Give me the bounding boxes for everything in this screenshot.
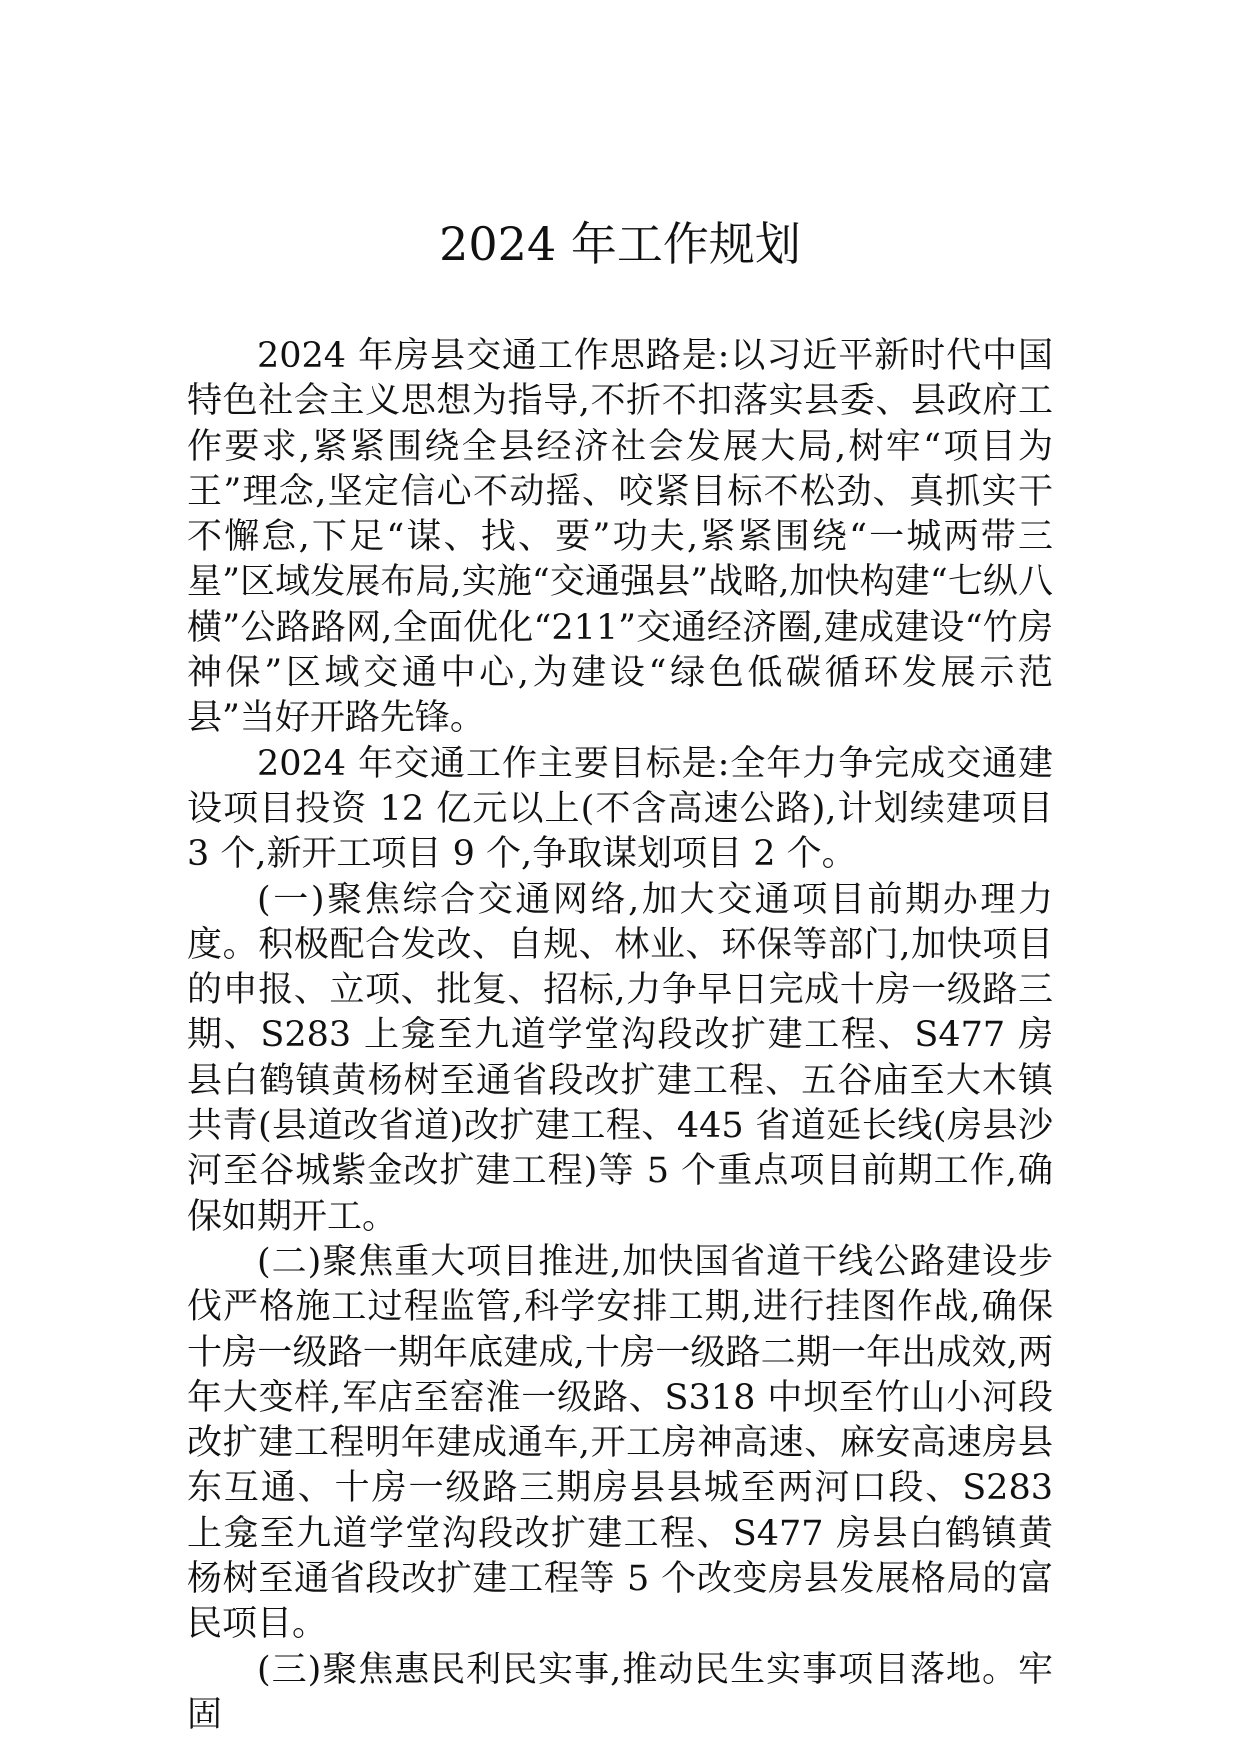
paragraph-work-approach: 2024 年房县交通工作思路是:以习近平新时代中国特色社会主义思想为指导,不折不扣落实县委、县政府工作要求,紧紧围绕全县经济社会发展大局,树牢“项目为王”理念,坚定信心不动摇、咬紧目标不松劲、真抓实干不懈怠,下足“谋、找、要”功夫,紧紧围绕“一城两带三星”区域发展布局,实施“交通强县”战略,加快构建“七纵八横”公路路网,全面优化“211”交通经济圈,建成建设“竹房神保”区域交通中心,为建设“绿色低碳循环发展示范县”当好开路先锋。 [187, 336, 1053, 739]
paragraph-main-goals: 2024 年交通工作主要目标是:全年力争完成交通建设项目投资 12 亿元以上(不含高速公路),计划续建项目 3 个,新开工项目 9 个,争取谋划项目 2 个。 [187, 743, 1053, 875]
document-body [187, 334, 1053, 1738]
paragraph-section-3: (三)聚焦惠民利民实事,推动民生实事项目落地。牢固 [187, 1649, 1053, 1735]
paragraph-section-2: (二)聚焦重大项目推进,加快国省道干线公路建设步伐严格施工过程监管,科学安排工期,进行挂图作战,确保十房一级路一期年底建成,十房一级路二期一年出成效,两年大变样,军店至窑淮一级路、S318 中坝至竹山小河段改扩建工程明年建成通车,开工房神高速、麻安高速房县东互通、十房一级路三期房县县城至两河口段、S283 上龛至九道学堂沟段改扩建工程、S477 房县白鹤镇黄杨树至通省段改扩建工程等 5 个改变房县发展格局的富民项目。 [187, 1241, 1053, 1645]
document-title: 2024 年工作规划 [439, 217, 801, 271]
paragraph-section-1: (一)聚焦综合交通网络,加大交通项目前期办理力度。积极配合发改、自规、林业、环保等部门,加快项目的申报、立项、批复、招标,力争早日完成十房一级路三期、S283 上龛至九道学堂沟段改扩建工程、S477 房县白鹤镇黄杨树至通省段改扩建工程、五谷庙至大木镇共青(县道改省道)改扩建工程、445 省道延长线(房县沙河至谷城紫金改扩建工程)等 5 个重点项目前期工作,确保如期开工。 [187, 879, 1053, 1237]
